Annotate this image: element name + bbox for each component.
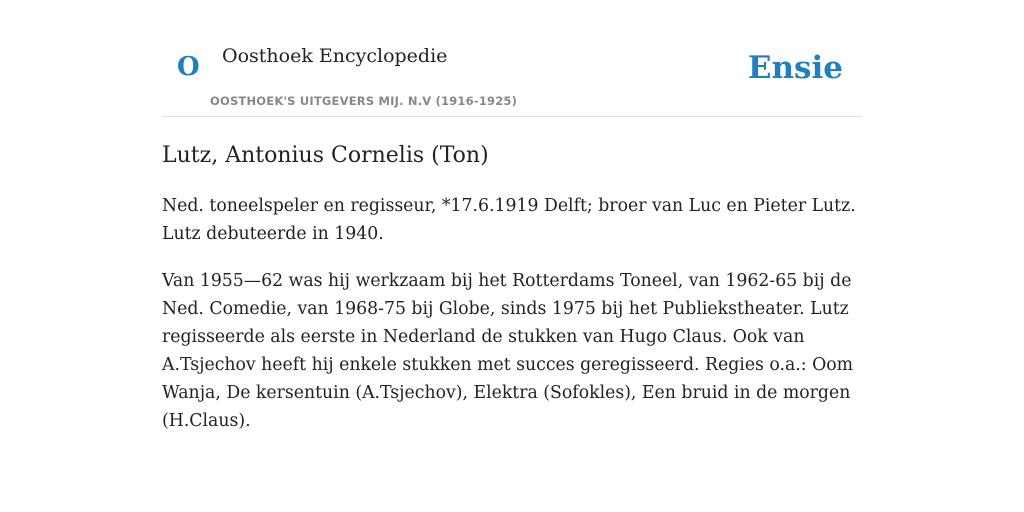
publisher-subtitle: OOSTHOEK'S UITGEVERS MIJ. N.V (1916-1925) bbox=[210, 94, 518, 108]
ensie-brand-link[interactable]: Ensie bbox=[747, 50, 843, 86]
entry-body bbox=[162, 192, 862, 435]
entry-title: Lutz, Antonius Cornelis (Ton) bbox=[162, 143, 489, 168]
page-container bbox=[162, 0, 862, 454]
encyclopedia-logo[interactable]: O bbox=[177, 52, 200, 82]
entry-paragraph: Ned. toneelspeler en regisseur, *17.6.1919 Delft; broer van Luc en Pieter Lutz. Lutz debuteerde in 1940. bbox=[162, 196, 856, 244]
encyclopedia-title-link[interactable]: Oosthoek Encyclopedie bbox=[222, 45, 448, 67]
site-header bbox=[162, 0, 862, 117]
entry-paragraph: Van 1955—62 was hij werkzaam bij het Rotterdams Toneel, van 1962-65 bij de Ned. Comedie, van 1968-75 bij Globe, sinds 1975 bij het Publiekstheater. Lutz regisseerde als eerste in Nederland de stukken van Hugo Claus. Ook van A.Tsjechov heeft hij enkele stukken met succes geregisseerd. Regies o.a.: Oom Wanja, De kersentuin (A.Tsjechov), Elektra (Sofokles), Een bruid in de morgen (H.Claus). bbox=[162, 271, 854, 431]
